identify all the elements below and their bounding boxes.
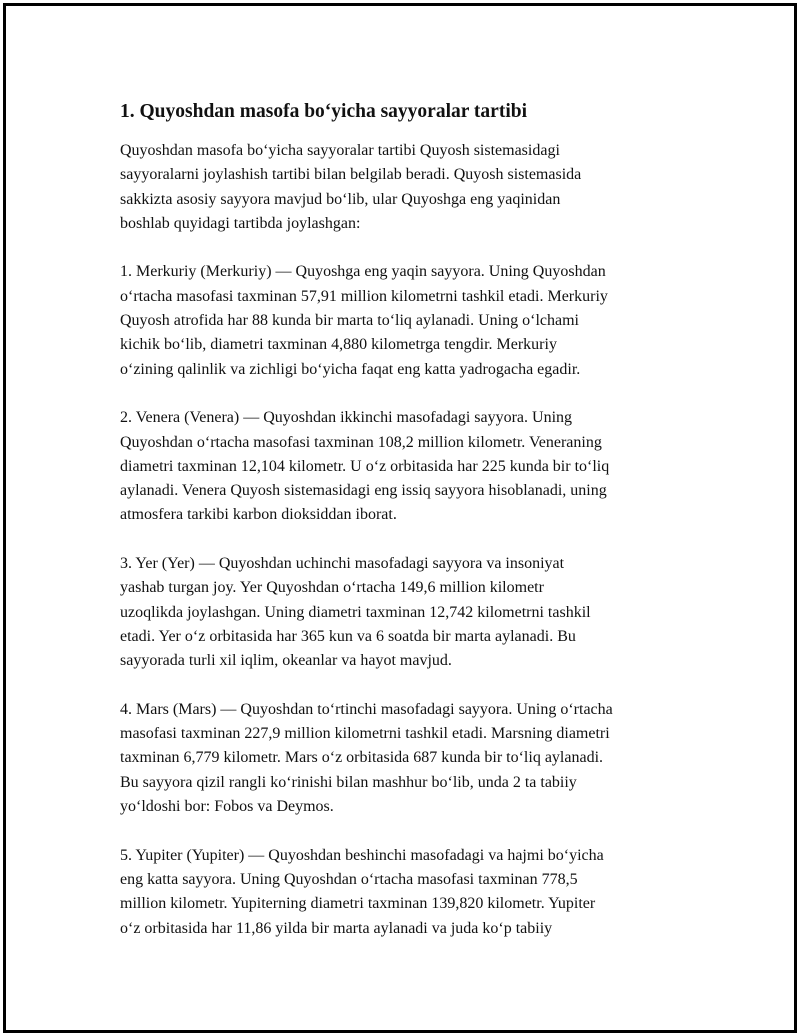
text-line: taxminan 6,779 kilometr. Mars o‘z orbitasida 687 kunda bir to‘liq aylanadi. [120,749,604,767]
text-line: yo‘ldoshi bor: Fobos va Deymos. [120,798,334,816]
text-line: o‘z orbitasida har 11,86 yilda bir marta aylanadi va juda ko‘p tabiiy [120,919,553,937]
text-line: 4. Mars (Mars) — Quyoshdan to‘rtinchi masofadagi sayyora. Uning o‘rtacha [120,700,613,718]
planet-paragraph [120,844,690,941]
text-line: Bu sayyora qizil rangli ko‘rinishi bilan mashhur bo‘lib, unda 2 ta tabiiy [120,773,577,791]
section-heading: 1. Quyoshdan masofa bo‘yicha sayyoralar tartibi [120,101,528,122]
paragraph-list [120,139,690,941]
text-line: yashab turgan joy. Yer Quyoshdan o‘rtacha 149,6 million kilometr [120,579,544,597]
text-line: diametri taxminan 12,104 kilometr. U o‘z orbitasida har 225 kunda bir to‘liq [120,457,610,475]
text-line: sakkizta asosiy sayyora mavjud bo‘lib, ular Quyoshga eng yaqinidan [120,190,561,208]
text-line: Quyosh atrofida har 88 kunda bir marta to‘liq aylanadi. Uning o‘lchami [120,312,579,330]
text-line: eng katta sayyora. Uning Quyoshdan o‘rtacha masofasi taxminan 778,5 [120,870,578,888]
text-line: sayyorada turli xil iqlim, okeanlar va hayot mavjud. [120,652,452,670]
text-line: sayyoralarni joylashish tartibi bilan belgilab beradi. Quyosh sistemasida [120,166,582,184]
text-line: aylanadi. Venera Quyosh sistemasidagi eng issiq sayyora hisoblanadi, uning [120,482,607,500]
planet-paragraph [120,698,690,819]
planet-paragraph [120,260,690,381]
text-line: Quyoshdan masofa bo‘yicha sayyoralar tartibi Quyosh sistemasidagi [120,142,560,159]
text-line: 5. Yupiter (Yupiter) — Quyoshdan beshinchi masofadagi va hajmi bo‘yicha [120,846,604,864]
text-line: million kilometr. Yupiterning diametri taxminan 139,820 kilometr. Yupiter [120,895,596,913]
text-line: boshlab quyidagi tartibda joylashgan: [120,214,361,232]
intro-paragraph [120,139,690,236]
text-line: masofasi taxminan 227,9 million kilometrni tashkil etadi. Marsning diametri [120,725,610,743]
text-line: 3. Yer (Yer) — Quyoshdan uchinchi masofadagi sayyora va insoniyat [120,555,565,573]
document-body [120,98,690,941]
text-line: etadi. Yer o‘z orbitasida har 365 kun va 6 soatda bir marta aylanadi. Bu [120,627,576,645]
text-line: Quyoshdan o‘rtacha masofasi taxminan 108,2 million kilometr. Veneraning [120,433,602,451]
page-frame [3,3,797,1033]
text-line: o‘rtacha masofasi taxminan 57,91 million kilometrni tashkil etadi. Merkuriy [120,287,608,305]
text-line: 2. Venera (Venera) — Quyoshdan ikkinchi masofadagi sayyora. Uning [120,409,573,427]
planet-paragraph [120,552,690,673]
text-line: uzoqlikda joylashgan. Uning diametri taxminan 12,742 kilometrni tashkil [120,603,591,621]
planet-paragraph [120,406,690,527]
text-line: atmosfera tarkibi karbon dioksiddan iborat. [120,506,397,524]
text-line: kichik bo‘lib, diametri taxminan 4,880 kilometrga tengdir. Merkuriy [120,336,557,354]
text-line: o‘zining qalinlik va zichligi bo‘yicha faqat eng katta yadrogacha egadir. [120,360,581,378]
text-line: 1. Merkuriy (Merkuriy) — Quyoshga eng yaqin sayyora. Uning Quyoshdan [120,263,606,281]
